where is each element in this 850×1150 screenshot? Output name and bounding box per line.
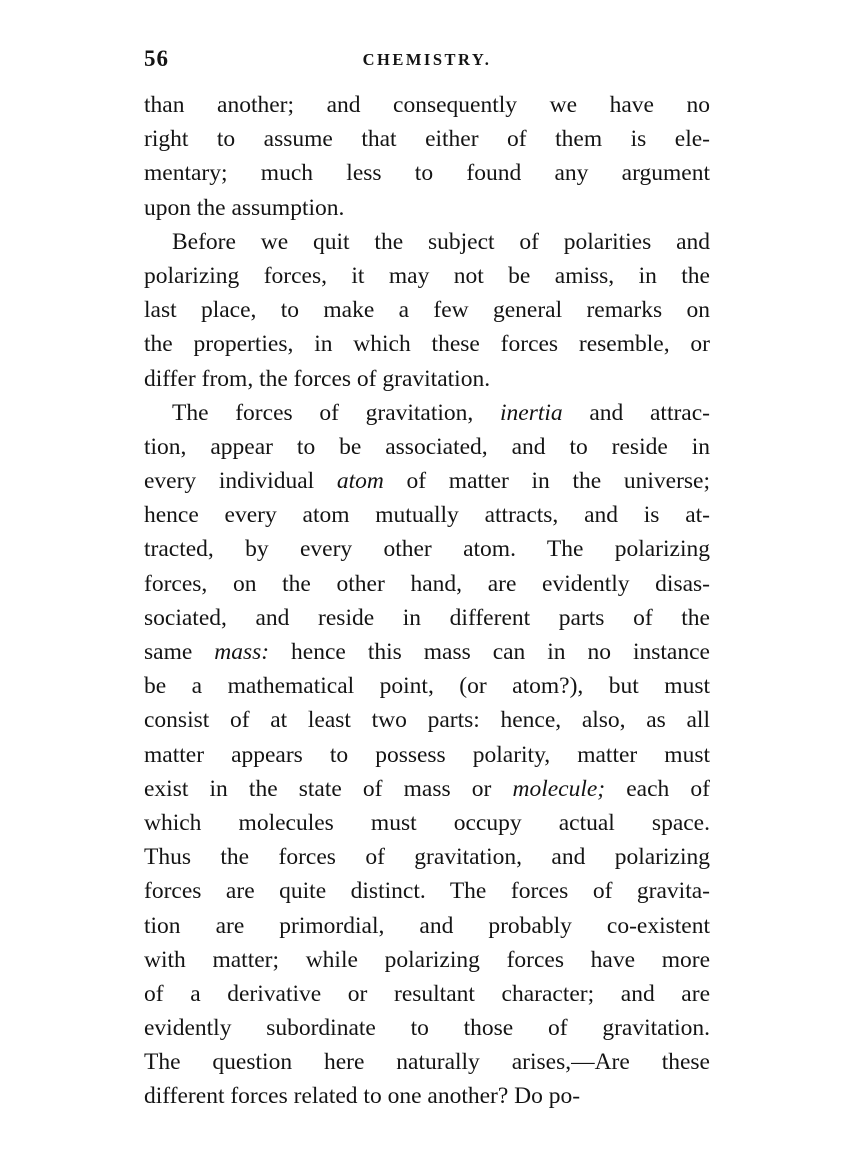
paragraph: [144, 88, 710, 225]
text-run: forces are quite distinct. The forces of gravita-: [144, 878, 710, 905]
text-run: Thus the forces of gravitation, and polarizing: [144, 844, 710, 871]
text-run: differ from, the forces of gravitation.: [144, 365, 491, 392]
running-head: [144, 44, 710, 80]
text-line: [144, 122, 710, 156]
italic-term: mass:: [214, 639, 270, 665]
text-line: [144, 601, 710, 635]
text-run: matter appears to possess polarity, matter must: [144, 741, 710, 768]
text-line: [144, 772, 710, 806]
text-line: [144, 362, 710, 396]
text-line: [144, 1011, 710, 1045]
text-run: of a derivative or resultant character; and are: [144, 980, 710, 1007]
running-title: CHEMISTRY.: [362, 50, 492, 69]
text-line: [144, 669, 710, 703]
text-line: [144, 567, 710, 601]
italic-term: atom: [336, 468, 384, 495]
text-line: [144, 498, 710, 532]
text-line: [144, 430, 710, 464]
text-line: [144, 806, 710, 840]
text-run: Before we quit the subject of polarities and: [172, 228, 710, 255]
text-run: forces, on the other hand, are evidently disas-: [144, 570, 710, 597]
italic-term: molecule;: [512, 775, 606, 802]
text-line: [144, 943, 710, 977]
text-run: evidently subordinate to those of gravitation.: [144, 1015, 710, 1042]
text-line: [144, 293, 710, 327]
text-run: tracted, by every other atom. The polarizing: [144, 536, 710, 563]
text-run: exist in the state of mass or: [144, 775, 513, 802]
text-line: [144, 977, 710, 1011]
text-line: [144, 703, 710, 737]
text-run: the properties, in which these forces resemble, or: [144, 331, 710, 358]
text-line: [144, 225, 710, 259]
text-line: [144, 1045, 710, 1079]
text-run: consist of at least two parts: hence, also, as all: [144, 707, 710, 734]
text-run: hence every atom mutually attracts, and is at-: [144, 502, 710, 529]
body-text: [144, 88, 710, 1114]
text-run: upon the assumption.: [144, 194, 345, 221]
text-line: [144, 909, 710, 943]
text-line: [144, 259, 710, 293]
paragraph: [144, 225, 710, 396]
text-run: which molecules must occupy actual space.: [144, 809, 710, 836]
text-line: [144, 635, 710, 669]
text-line: [144, 327, 710, 361]
text-run: The forces of gravitation,: [172, 399, 500, 426]
text-line: [144, 532, 710, 566]
text-line: [144, 1079, 710, 1113]
text-run: each of: [605, 775, 710, 802]
text-run: than another; and consequently we have no: [144, 92, 710, 118]
text-run: tion, appear to be associated, and to reside in: [144, 433, 710, 460]
text-run: last place, to make a few general remarks on: [144, 297, 710, 324]
text-line: [144, 874, 710, 908]
text-line: [144, 396, 710, 430]
paragraph: [144, 396, 710, 1114]
text-run: with matter; while polarizing forces have more: [144, 946, 710, 973]
text-run: The question here naturally arises,—Are these: [144, 1049, 710, 1076]
text-line: [144, 156, 710, 190]
text-line: [144, 88, 710, 122]
text-run: and attrac-: [562, 399, 710, 426]
text-line: [144, 840, 710, 874]
text-run: mentary; much less to found any argument: [144, 160, 710, 187]
text-run: same: [144, 639, 215, 665]
text-line: [144, 738, 710, 772]
text-run: sociated, and reside in different parts of the: [144, 604, 710, 631]
text-run: every individual: [144, 468, 337, 495]
text-run: polarizing forces, it may not be amiss, in the: [144, 262, 710, 289]
page-number: 56: [144, 46, 169, 71]
text-run: right to assume that either of them is ele-: [144, 126, 710, 153]
book-page: [144, 44, 710, 1114]
text-run: tion are primordial, and probably co-existent: [144, 912, 710, 939]
text-line: [144, 464, 710, 498]
text-line: [144, 191, 710, 225]
text-run: hence this mass can in no instance: [269, 639, 710, 665]
text-run: of matter in the universe;: [383, 468, 710, 495]
text-run: be a mathematical point, (or atom?), but must: [144, 673, 710, 700]
italic-term: inertia: [500, 399, 563, 426]
text-run: different forces related to one another? Do po-: [144, 1083, 581, 1110]
